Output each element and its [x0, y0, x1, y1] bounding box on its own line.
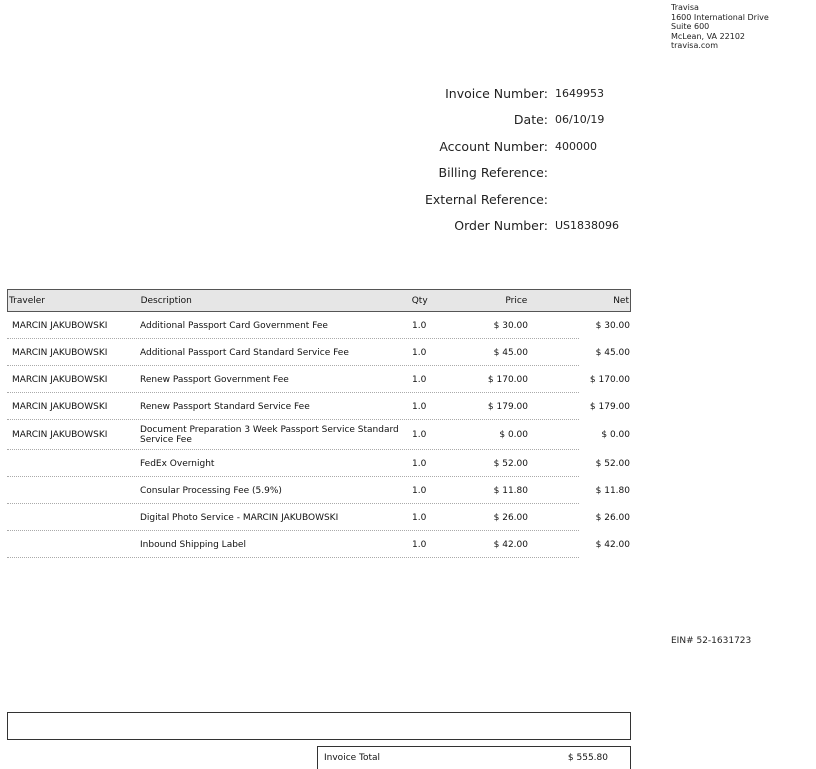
invoice-meta	[400, 80, 700, 239]
cell-price: $ 52.00	[493, 458, 528, 469]
cell-description: Additional Passport Card Government Fee	[140, 320, 328, 331]
invoice-total-value: $ 555.80	[567, 753, 608, 763]
cell-traveler: MARCIN JAKUBOWSKI	[12, 320, 108, 331]
cell-description: Document Preparation 3 Week Passport Service Standard Service Fee	[140, 425, 399, 445]
company-address-line-2: Suite 600	[671, 22, 710, 31]
cell-qty: 1.0	[412, 430, 427, 440]
meta-row-date	[400, 107, 700, 134]
invoice-total-label: Invoice Total	[324, 753, 381, 763]
cell-description: Digital Photo Service - MARCIN JAKUBOWSKI	[140, 512, 339, 523]
cell-description: Inbound Shipping Label	[140, 539, 246, 550]
ein-number: EIN# 52-1631723	[671, 636, 752, 646]
meta-label: Date:	[513, 112, 548, 128]
cell-net: $ 45.00	[595, 347, 630, 358]
meta-label: Account Number:	[439, 138, 548, 154]
cell-net: $ 170.00	[589, 374, 630, 385]
header-net: Net	[613, 295, 629, 306]
cell-description: Additional Passport Card Standard Service Fee	[140, 347, 349, 358]
cell-net: $ 42.00	[595, 539, 630, 550]
cell-net: $ 0.00	[601, 430, 630, 440]
cell-net: $ 30.00	[595, 320, 630, 331]
cell-price: $ 26.00	[493, 512, 528, 523]
table-row	[7, 366, 631, 393]
table-row	[7, 393, 631, 420]
company-name: Travisa	[671, 3, 699, 12]
cell-price: $ 179.00	[487, 401, 528, 412]
cell-description: Consular Processing Fee (5.9%)	[140, 485, 282, 496]
table-row	[7, 450, 631, 477]
table-row	[7, 504, 631, 531]
notes-box	[7, 712, 631, 740]
cell-price: $ 0.00	[499, 430, 528, 440]
header-description: Description	[140, 295, 192, 306]
cell-price: $ 45.00	[493, 347, 528, 358]
cell-description: Renew Passport Standard Service Fee	[140, 401, 310, 412]
header-qty: Qty	[411, 295, 428, 306]
cell-qty: 1.0	[412, 539, 427, 550]
table-row	[7, 339, 631, 366]
cell-net: $ 52.00	[595, 458, 630, 469]
meta-row-billing-reference	[400, 160, 700, 187]
table-row	[7, 420, 631, 450]
header-price: Price	[505, 295, 528, 306]
line-items-table	[7, 289, 631, 558]
cell-price: $ 42.00	[493, 539, 528, 550]
cell-qty: 1.0	[412, 320, 427, 331]
meta-value: 400000	[555, 139, 597, 153]
cell-traveler: MARCIN JAKUBOWSKI	[12, 430, 108, 440]
company-website: travisa.com	[671, 41, 718, 50]
meta-row-order-number	[400, 213, 700, 240]
cell-traveler: MARCIN JAKUBOWSKI	[12, 347, 108, 358]
cell-net: $ 26.00	[595, 512, 630, 523]
table-row	[7, 312, 631, 339]
cell-price: $ 30.00	[493, 320, 528, 331]
cell-traveler: MARCIN JAKUBOWSKI	[12, 401, 108, 412]
meta-value: 1649953	[555, 86, 604, 100]
cell-qty: 1.0	[412, 458, 427, 469]
company-address-block	[671, 3, 769, 51]
company-city: McLean, VA 22102	[671, 31, 746, 41]
meta-label: Order Number:	[454, 218, 548, 234]
meta-label: Billing Reference:	[438, 165, 548, 181]
cell-traveler: MARCIN JAKUBOWSKI	[12, 374, 108, 385]
meta-value: 06/10/19	[555, 113, 605, 127]
cell-net: $ 11.80	[595, 485, 630, 496]
cell-qty: 1.0	[412, 401, 427, 412]
table-header	[7, 289, 631, 312]
meta-label: External Reference:	[425, 191, 548, 207]
invoice-total-box	[317, 746, 631, 769]
table-row	[7, 531, 631, 558]
cell-qty: 1.0	[412, 347, 427, 358]
cell-price: $ 11.80	[493, 485, 528, 496]
cell-description: FedEx Overnight	[140, 458, 215, 469]
header-traveler: Traveler	[9, 295, 45, 306]
meta-value: US1838096	[555, 219, 620, 233]
cell-price: $ 170.00	[487, 374, 528, 385]
table-row	[7, 477, 631, 504]
cell-qty: 1.0	[412, 374, 427, 385]
meta-label: Invoice Number:	[445, 85, 548, 101]
cell-description: Renew Passport Government Fee	[140, 374, 289, 385]
meta-row-external-reference	[400, 186, 700, 213]
company-address-line-1: 1600 International Drive	[671, 12, 769, 22]
meta-row-account-number	[400, 133, 700, 160]
cell-net: $ 179.00	[589, 401, 630, 412]
cell-qty: 1.0	[412, 512, 427, 523]
meta-row-invoice-number	[400, 80, 700, 107]
cell-qty: 1.0	[412, 485, 427, 496]
